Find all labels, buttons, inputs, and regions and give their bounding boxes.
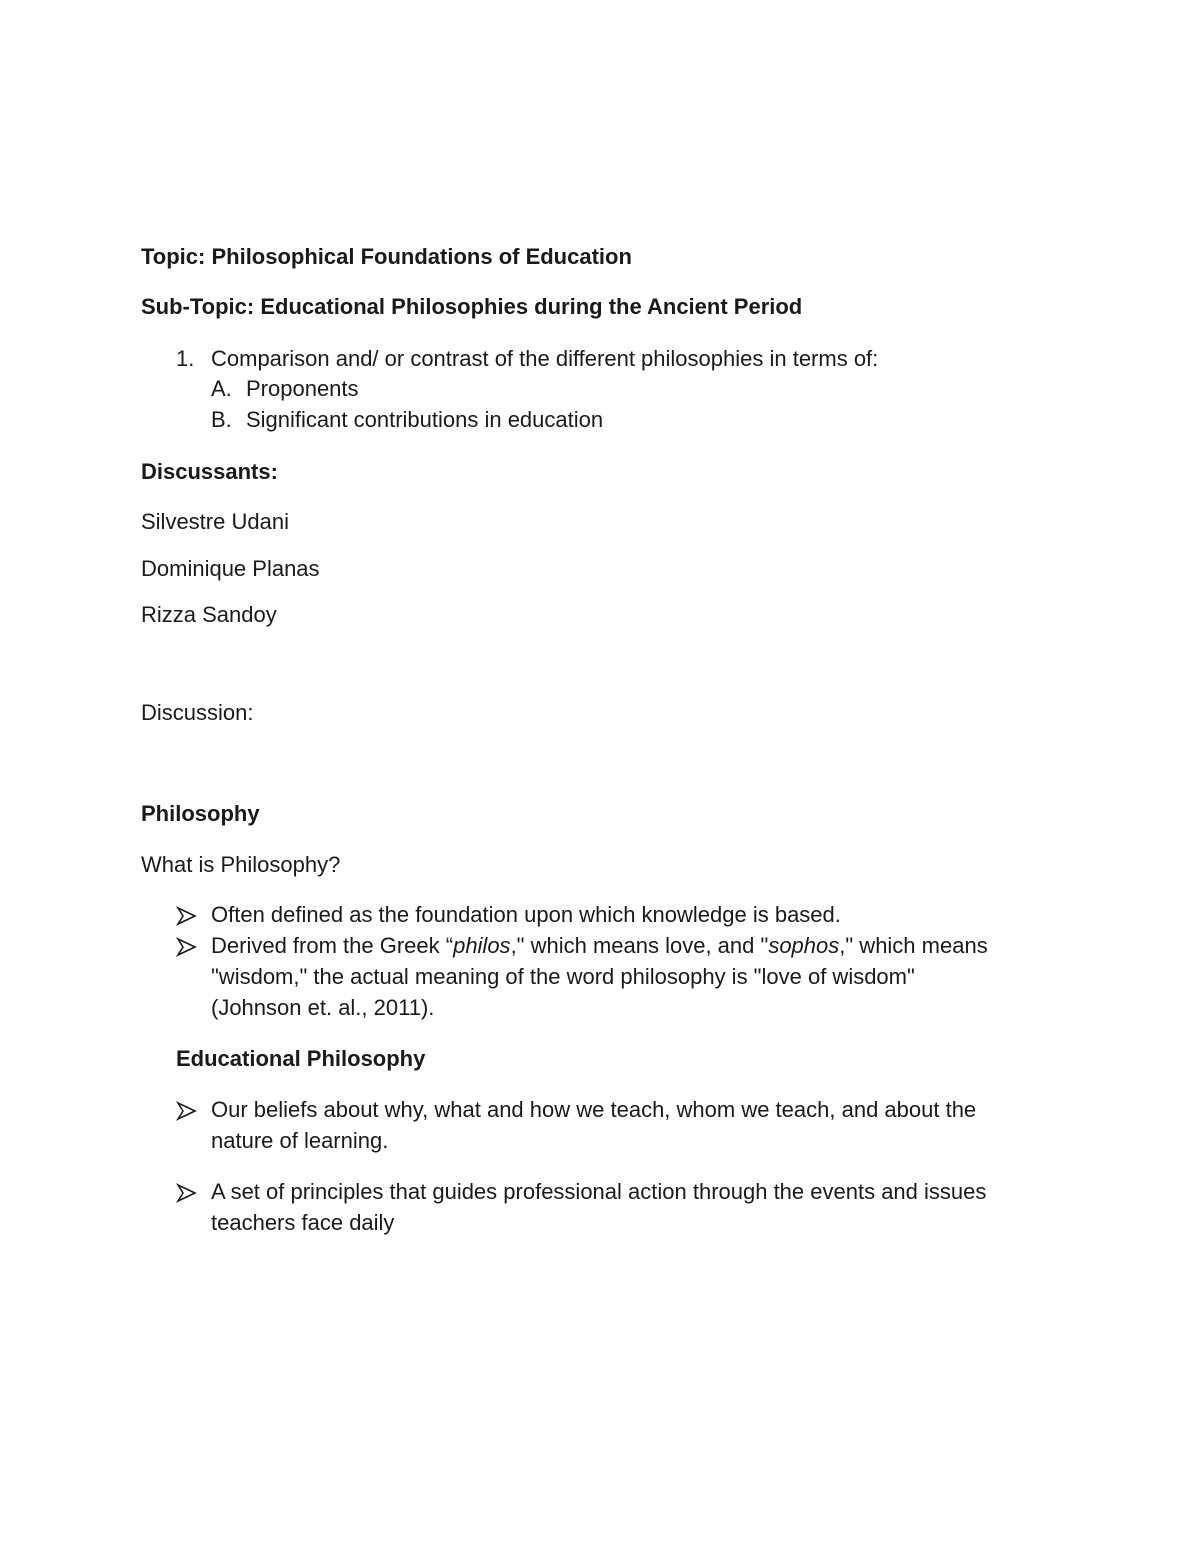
philosophy-question: What is Philosophy? [141,852,341,877]
arrow-bullet-icon [176,1100,198,1122]
edphil-bullet-principles: A set of principles that guides professional action through the events and issues [211,1179,987,1204]
greek-word-philos: philos [453,933,511,958]
discussant-name: Dominique Planas [141,556,320,581]
greek-word-sophos: sophos [768,933,840,958]
philosophy-bullet-definition: Often defined as the foundation upon which knowledge is based. [211,902,841,927]
arrow-bullet-icon [176,936,198,958]
philosophy-citation: (Johnson et. al., 2011). [211,995,435,1020]
outline-letter-a: A. [211,376,232,401]
outline-item-text: Comparison and/ or contrast of the different philosophies in terms of: [211,346,879,371]
outline-number: 1. [176,346,195,371]
discussion-label: Discussion: [141,700,254,725]
discussant-name: Silvestre Udani [141,509,289,534]
philosophy-heading: Philosophy [141,801,260,826]
arrow-bullet-icon [176,905,198,927]
subtopic-heading: Sub-Topic: Educational Philosophies during the Ancient Period [141,294,803,319]
philosophy-bullet-etymology-line2: "wisdom," the actual meaning of the word philosophy is "love of wisdom" [211,964,915,989]
outline-subitem-contributions: Significant contributions in education [246,407,604,432]
etymology-text: Derived from the Greek “ [211,933,454,958]
arrow-bullet-icon [176,1182,198,1204]
outline-letter-b: B. [211,407,232,432]
educational-philosophy-heading: Educational Philosophy [176,1046,426,1071]
philosophy-bullet-etymology [211,933,988,959]
discussant-name: Rizza Sandoy [141,602,277,627]
edphil-bullet-beliefs-line2: nature of learning. [211,1128,389,1153]
etymology-text: ," which means [839,933,988,958]
etymology-text: ," which means love, and " [510,933,769,958]
edphil-bullet-beliefs: Our beliefs about why, what and how we teach, whom we teach, and about the [211,1097,977,1122]
topic-heading: Topic: Philosophical Foundations of Education [141,244,632,269]
discussants-heading: Discussants: [141,459,278,484]
edphil-bullet-principles-line2: teachers face daily [211,1210,395,1235]
outline-subitem-proponents: Proponents [246,376,359,401]
